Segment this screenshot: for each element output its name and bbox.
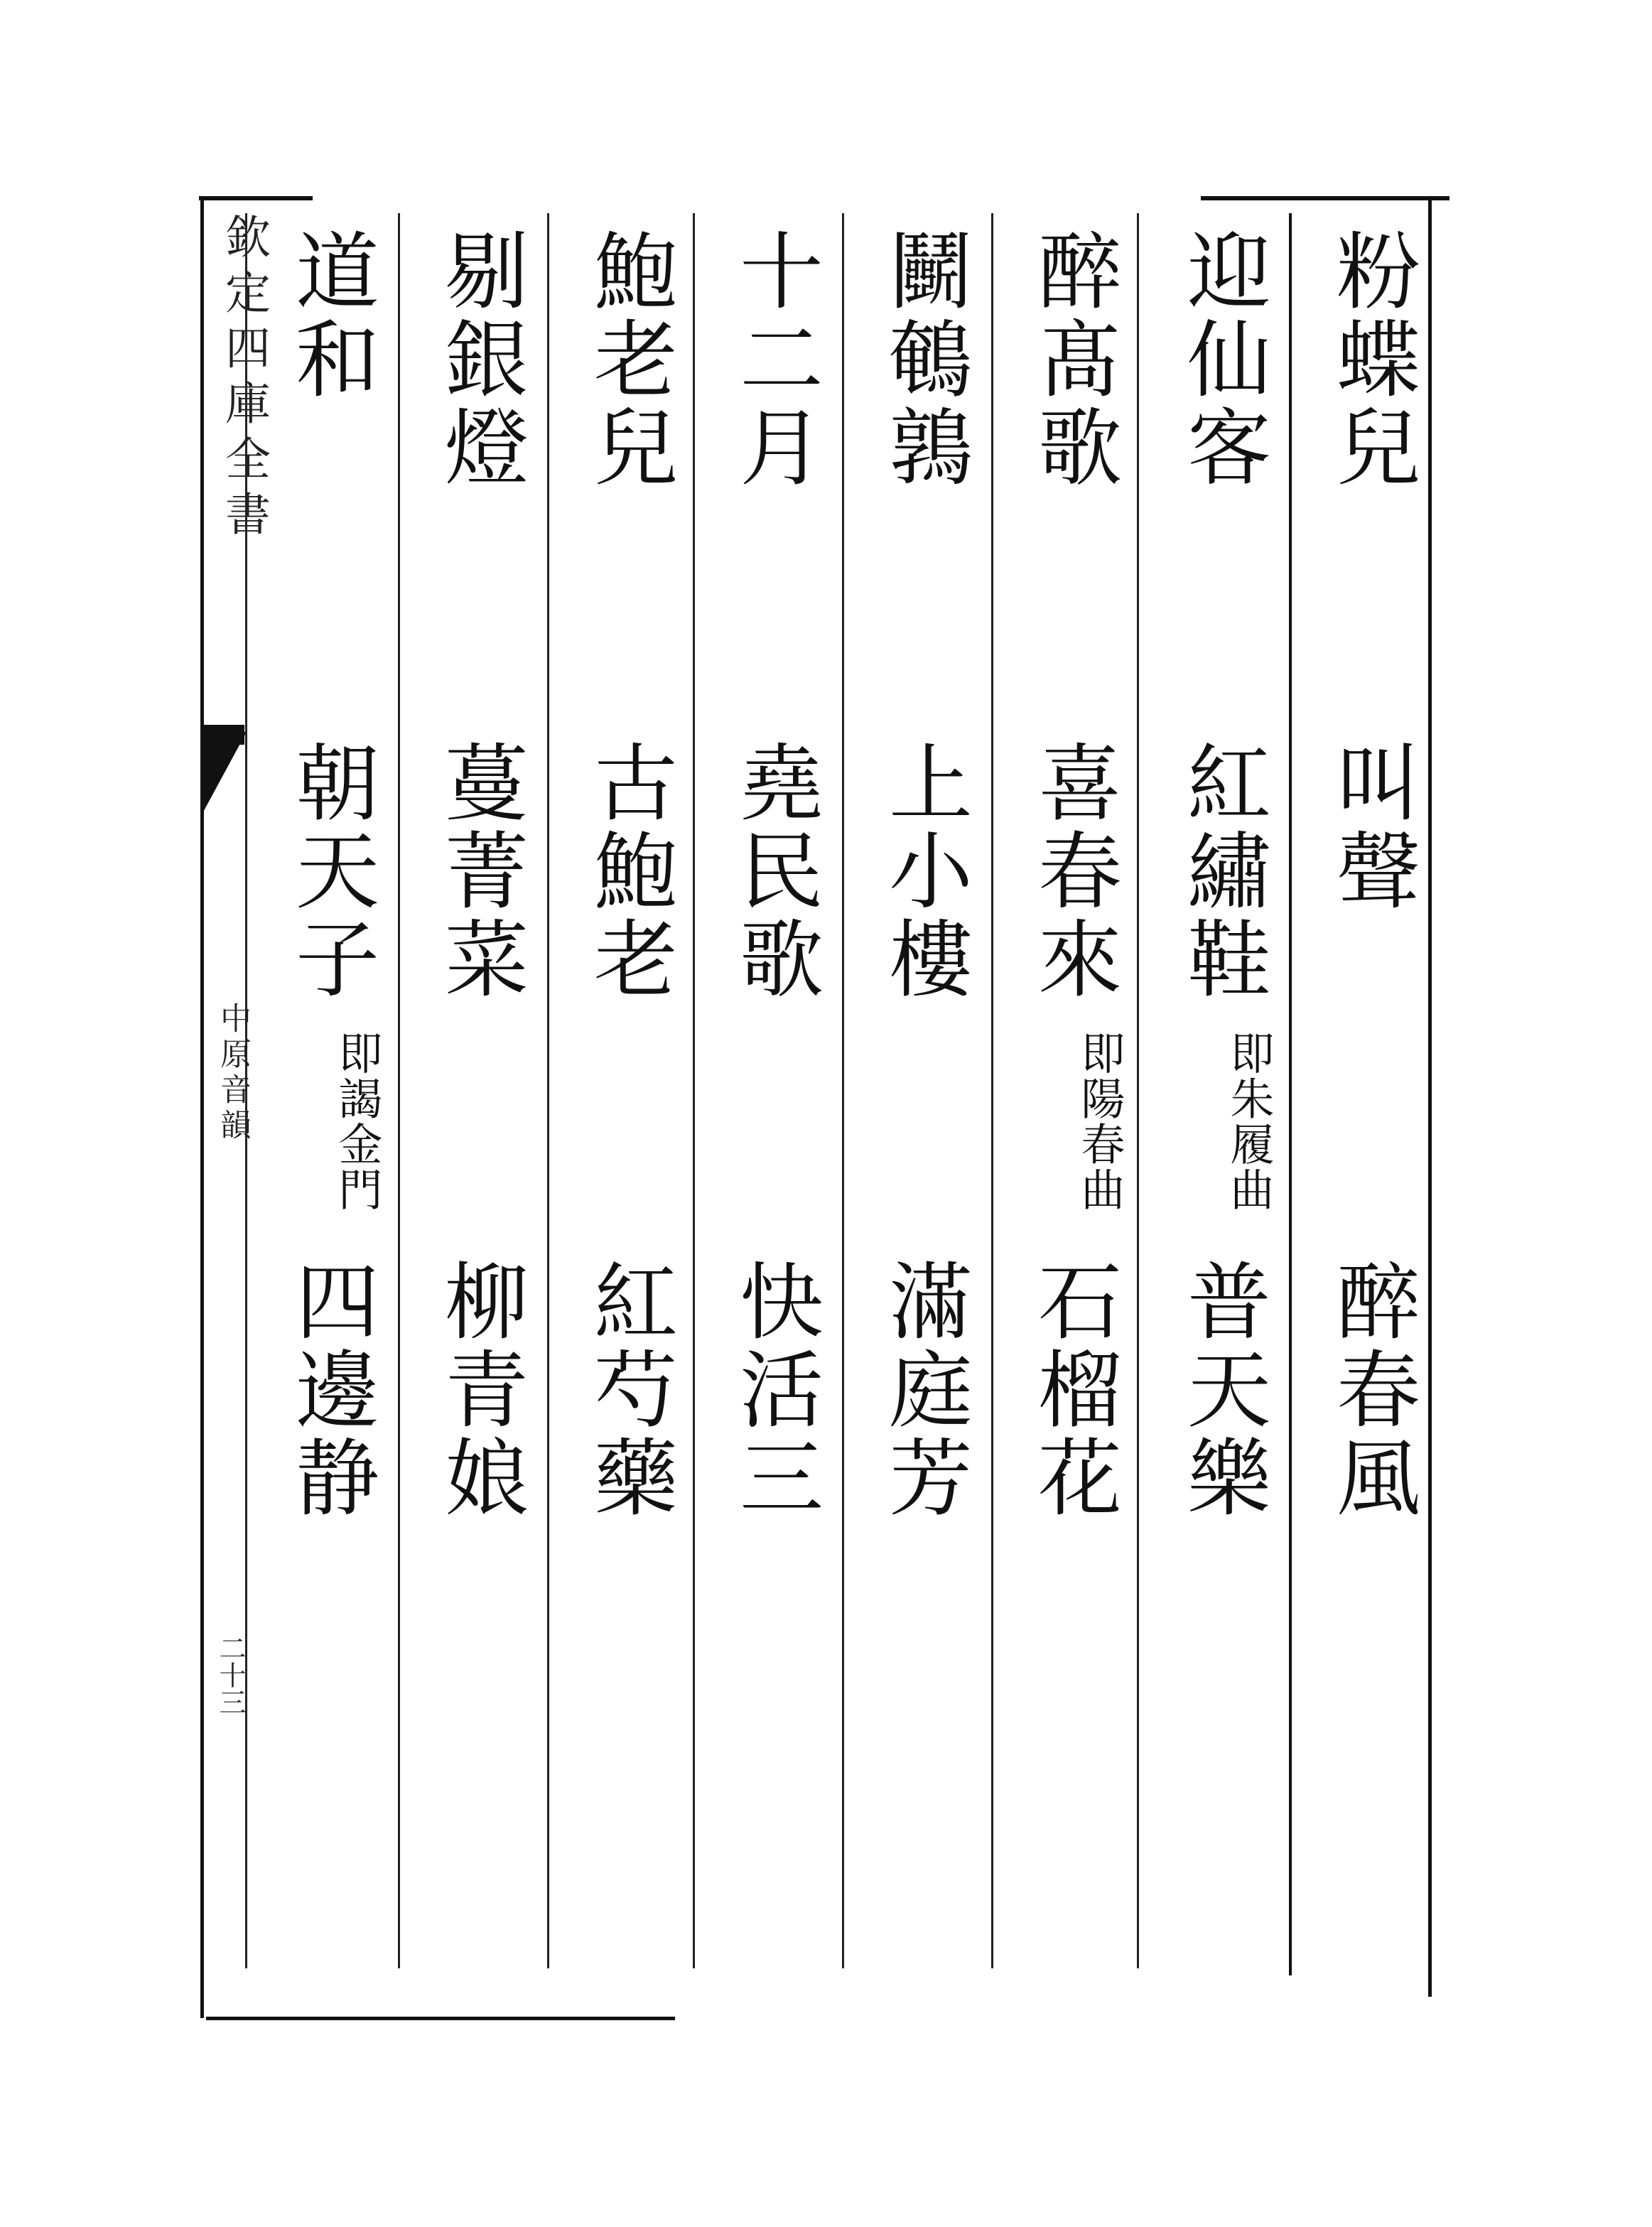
tune-name: 醉春風 bbox=[1322, 1258, 1420, 1522]
tune-name: 普天樂 bbox=[1173, 1258, 1271, 1522]
column-rule bbox=[1137, 213, 1139, 1968]
frame-bottom-wear bbox=[675, 2011, 1442, 2025]
tune-name: 粉蝶兒 bbox=[1322, 227, 1420, 492]
tune-name: 朝天子 bbox=[281, 739, 379, 1003]
text-column-7 bbox=[412, 227, 533, 1947]
tune-name: 道和 bbox=[281, 227, 379, 404]
column-rule bbox=[547, 213, 549, 1968]
frame-top-wear bbox=[313, 192, 1201, 206]
text-column-1 bbox=[1304, 227, 1425, 1947]
collection-title: 欽定四庫全書 bbox=[217, 213, 270, 546]
tune-name: 叫聲 bbox=[1322, 739, 1420, 915]
tune-name: 喜春來 bbox=[1024, 739, 1122, 1003]
text-column-4 bbox=[856, 227, 977, 1947]
tune-name: 堯民歌 bbox=[725, 739, 824, 1003]
tune-name: 迎仙客 bbox=[1173, 227, 1271, 492]
tune-name: 四邊静 bbox=[281, 1258, 379, 1522]
frame-inner-right-border bbox=[1289, 213, 1292, 1975]
tune-name: 紅芍藥 bbox=[580, 1258, 678, 1522]
book-title: 中原音韻 bbox=[215, 1002, 251, 1144]
tune-name: 鬭鵪鶉 bbox=[875, 227, 973, 492]
margin-strip bbox=[204, 213, 270, 1975]
alias-note: 即朱履曲 bbox=[1223, 1030, 1275, 1212]
column-rule bbox=[398, 213, 400, 1968]
tune-name: 醉髙歌 bbox=[1024, 227, 1122, 492]
tune-name: 蔓菁菜 bbox=[431, 739, 529, 1003]
text-column-3 bbox=[1005, 227, 1126, 1947]
folio-number: 二十三 bbox=[215, 1634, 246, 1715]
tune-name: 剔銀燈 bbox=[431, 227, 529, 492]
text-column-6 bbox=[561, 227, 682, 1947]
tune-name: 石榴花 bbox=[1024, 1258, 1122, 1522]
tune-name: 古鮑老 bbox=[580, 739, 678, 1003]
tune-name: 上小樓 bbox=[875, 739, 973, 1003]
frame-right-border bbox=[1428, 199, 1432, 1997]
column-rule bbox=[693, 213, 695, 1968]
text-column-8 bbox=[263, 227, 384, 1947]
tune-name: 柳青娘 bbox=[431, 1258, 529, 1522]
alias-note: 即陽春曲 bbox=[1074, 1030, 1125, 1212]
tune-name: 滿庭芳 bbox=[875, 1258, 973, 1522]
tune-name: 快活三 bbox=[725, 1258, 824, 1522]
alias-note: 即謁金門 bbox=[331, 1030, 383, 1212]
tune-name: 十二月 bbox=[725, 227, 824, 492]
column-rule bbox=[842, 213, 844, 1968]
text-column-5 bbox=[707, 227, 828, 1947]
column-rule bbox=[991, 213, 993, 1968]
text-column-2 bbox=[1155, 227, 1275, 1947]
tune-name: 鮑老兒 bbox=[580, 227, 678, 492]
fish-tail-mark-point bbox=[200, 732, 247, 817]
tune-name: 紅繡鞋 bbox=[1173, 739, 1271, 1003]
